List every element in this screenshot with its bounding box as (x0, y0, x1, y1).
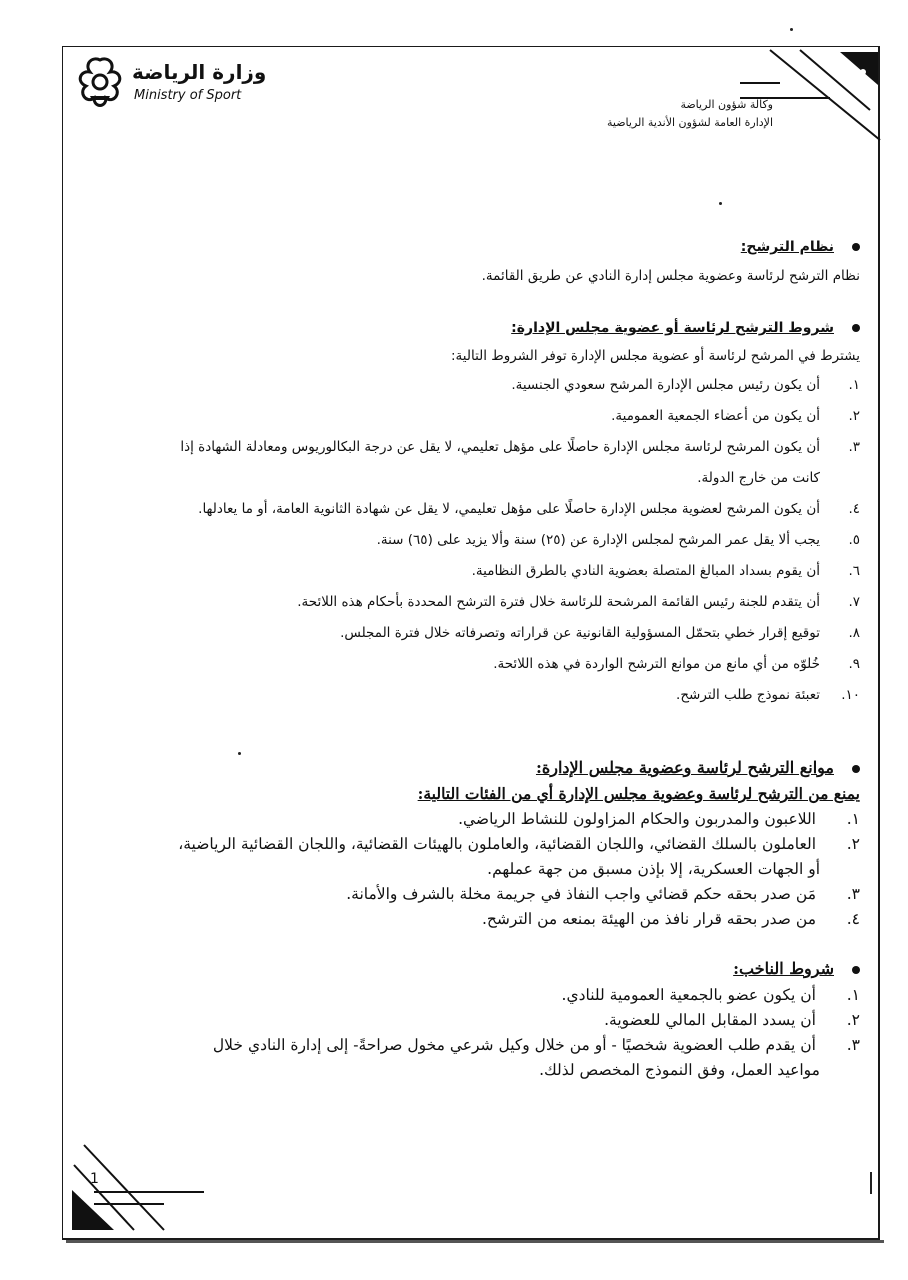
section-intro: يشترط في المرشح لرئاسة أو عضوية مجلس الإدارة توفر الشروط التالية: (450, 348, 860, 364)
list-item-text: خُلوّه من أي مانع من موانع الترشح الواردة في هذه اللائحة. (493, 656, 820, 672)
list-item-number: ٢. (846, 1011, 860, 1029)
section-nomination-barriers (90, 755, 860, 932)
section-voter-conditions (90, 955, 860, 1083)
list-item (90, 1008, 860, 1033)
list-item-text: أن يقدم طلب العضوية شخصيًا - أو من خلال وكيل شرعي مخول صراحةً- إلى إدارة النادي خلال (212, 1036, 816, 1054)
list-item-text: أن يكون المرشح لعضوية مجلس الإدارة حاصلًا على مؤهل تعليمي، لا يقل عن شهادة الثانوية العامة، أو ما يعادلها. (198, 501, 820, 517)
list-item-number: ١. (848, 377, 860, 393)
list-item-text: اللاعبون والمدربون والحكام المزاولون للنشاط الرياضي. (458, 810, 816, 828)
voter-list (90, 983, 860, 1083)
ministry-logo-icon (70, 52, 130, 112)
section-nomination-system (90, 232, 860, 289)
list-item-text: توقيع إقرار خطي بتحمّل المسؤولية القانونية عن قراراته وتصرفاته خلال فترة المجلس. (340, 625, 820, 641)
list-item-continuation: مواعيد العمل، وفق النموذج المخصص لذلك. (539, 1061, 820, 1079)
section-intro: يمنع من الترشح لرئاسة وعضوية مجلس الإدارة أي من الفئات التالية: (417, 784, 860, 803)
list-item (90, 525, 860, 556)
corner-decoration-icon (740, 40, 890, 150)
list-item-text: أن يكون رئيس مجلس الإدارة المرشح سعودي الجنسية. (511, 377, 820, 393)
list-item (90, 432, 860, 463)
list-item-number: ١. (846, 986, 860, 1004)
section-title: موانع الترشح لرئاسة وعضوية مجلس الإدارة: (535, 758, 834, 777)
list-item-number: ٣. (846, 1036, 860, 1054)
list-item-continuation: كانت من خارج الدولة. (697, 470, 820, 486)
list-item-text: أن يكون عضو بالجمعية العمومية للنادي. (561, 986, 816, 1004)
list-item-text: يجب ألا يقل عمر المرشح لمجلس الإدارة عن (٢٥) سنة وألا يزيد على (٦٥) سنة. (376, 532, 820, 548)
list-item (90, 587, 860, 618)
list-item-number: ١. (846, 810, 860, 828)
list-item-number: ٧. (848, 594, 860, 610)
section-title: شروط الناخب: (733, 959, 834, 978)
list-item (90, 680, 860, 711)
list-item-number: ٦. (848, 563, 860, 579)
bullet-icon (852, 243, 860, 251)
list-item-text: أن يكون من أعضاء الجمعية العمومية. (611, 408, 820, 424)
list-item-text: أن يتقدم للجنة رئيس القائمة المرشحة للرئاسة خلال فترة الترشح المحددة بأحكام هذه اللائحة. (297, 594, 820, 610)
list-item-number: ٣. (846, 885, 860, 903)
conditions-list (90, 370, 860, 711)
bullet-icon (852, 765, 860, 773)
list-item-number: ٤. (846, 910, 860, 928)
list-item-number: ٣. (848, 439, 860, 455)
speck (719, 202, 722, 205)
list-item-number: ٥. (848, 532, 860, 548)
list-item-text: مَن صدر بحقه حكم قضائي واجب النفاذ في جريمة مخلة بالشرف والأمانة. (346, 885, 816, 903)
list-item-text: من صدر بحقه قرار نافذ من الهيئة بمنعه من الترشح. (482, 910, 816, 928)
list-item-number: ٢. (846, 835, 860, 853)
list-item-text: أن يقوم بسداد المبالغ المتصلة بعضوية النادي بالطرق النظامية. (471, 563, 820, 579)
list-item (90, 1033, 860, 1058)
agency-line-2: الإدارة العامة لشؤون الأندية الرياضية (606, 116, 773, 129)
list-item (90, 401, 860, 432)
speck (790, 28, 793, 31)
side-mark (870, 1172, 872, 1194)
list-item (90, 807, 860, 832)
list-item-number: ٨. (848, 625, 860, 641)
bullet-icon (852, 324, 860, 332)
list-item-number: ٢. (848, 408, 860, 424)
list-item (90, 370, 860, 401)
agency-line-1: وكالة شؤون الرياضة (680, 98, 773, 111)
list-item (90, 983, 860, 1008)
section-title: نظام الترشح: (740, 239, 834, 255)
bullet-icon (852, 966, 860, 974)
list-item (90, 882, 860, 907)
page-border-shadow (66, 1240, 884, 1243)
list-item-text: أن يكون المرشح لرئاسة مجلس الإدارة حاصلًا على مؤهل تعليمي، لا يقل عن درجة البكالوريوس ومعادلة الشهادة إذا (180, 439, 820, 455)
list-item (90, 907, 860, 932)
list-item-continuation: أو الجهات العسكرية، إلا بإذن مسبق من جهة عملهم. (487, 860, 820, 878)
ministry-name-arabic: وزارة الرياضة (132, 60, 267, 84)
list-item-number: ٩. (848, 656, 860, 672)
barriers-list (90, 807, 860, 932)
list-item-number: ١٠. (841, 687, 860, 703)
corner-decoration-bottom-icon (64, 1140, 224, 1240)
section-text: نظام الترشح لرئاسة وعضوية مجلس إدارة النادي عن طريق القائمة. (481, 268, 860, 284)
list-item-text: العاملون بالسلك القضائي، واللجان القضائية، والعاملون بالهيئات القضائية، واللجان القضائية الرياضية، (178, 835, 816, 853)
list-item-number: ٤. (848, 501, 860, 517)
list-item (90, 494, 860, 525)
list-item (90, 649, 860, 680)
list-item (90, 618, 860, 649)
ministry-name-english: Ministry of Sport (134, 88, 242, 103)
list-item-text: تعبئة نموذج طلب الترشح. (676, 687, 820, 703)
section-title: شروط الترشح لرئاسة أو عضوية مجلس الإدارة: (511, 320, 834, 336)
section-nomination-conditions (90, 314, 860, 711)
page-number: 1 (90, 1171, 99, 1187)
list-item (90, 556, 860, 587)
list-item (90, 832, 860, 857)
list-item-text: أن يسدد المقابل المالي للعضوية. (604, 1011, 816, 1029)
